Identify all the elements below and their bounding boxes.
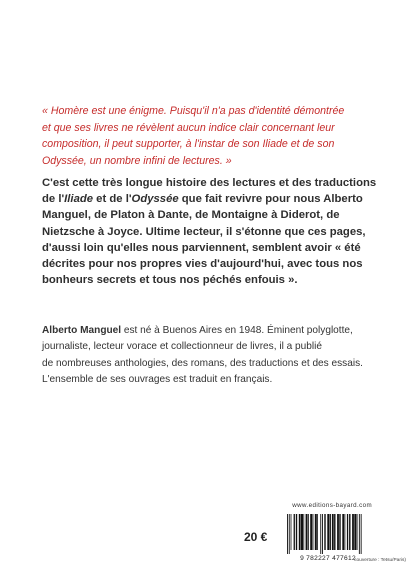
bio-line <box>42 323 372 339</box>
barcode-bar <box>291 514 292 550</box>
barcode-bar <box>342 514 344 550</box>
author-name: Alberto Manguel <box>42 325 122 336</box>
barcode-bar <box>313 514 314 550</box>
barcode-bar <box>359 514 360 554</box>
description-line: Nietzsche à Joyce. Ultime lecteur, il s'étonne que ces pages, <box>42 225 366 238</box>
bio-line: L'ensemble de ses ouvrages est traduit en français. <box>42 374 273 386</box>
epigraph-quote <box>42 103 372 169</box>
cover-credit: couverture : Tetsu/Paris) <box>354 558 406 563</box>
description-line: Manguel, de Platon à Dante, de Montaigne à Diderot, de <box>42 209 340 222</box>
description-line: bonheurs secrets et tous nos péchés enfouis ». <box>42 274 298 287</box>
barcode-bar <box>345 514 346 550</box>
barcode-bar <box>289 514 290 554</box>
barcode-bar <box>361 514 362 554</box>
barcode-bar <box>315 514 317 550</box>
barcode-bar <box>330 514 331 550</box>
description-line: C'est cette très longue histoire des lectures et des traductions <box>42 177 377 189</box>
description-paragraph <box>42 175 377 288</box>
barcode-bar <box>306 514 308 550</box>
isbn-number: 9 782227 477612 <box>284 555 372 562</box>
barcode-bar <box>327 514 329 550</box>
barcode-bar <box>287 514 288 554</box>
barcode-bar <box>354 514 356 550</box>
barcode-bar <box>334 514 335 550</box>
text-fragment: et de l' <box>93 193 132 206</box>
text-fragment: de l' <box>42 193 65 206</box>
barcode-bar <box>294 514 295 550</box>
barcode-bar <box>332 514 334 550</box>
barcode-bar <box>296 514 297 550</box>
quote-line: composition, il peut supporter, à l'instar de son Iliade et de son <box>42 138 335 151</box>
description-line: d'aussi loin qu'elles nous parviennent, semblent avoir « été <box>42 241 361 254</box>
barcode-bar <box>299 514 301 550</box>
quote-line: Odyssée, un nombre infini de lectures. » <box>42 154 232 167</box>
quote-line: et que ses livres ne révèlent aucun indice clair concernant leur <box>42 121 335 134</box>
bio-line: journaliste, lecteur vorace et collectionneur de livres, il a publié <box>42 341 322 353</box>
book-title-odyssee: Odyssée <box>131 193 179 206</box>
barcode-bar <box>308 514 309 550</box>
barcode-bar <box>337 514 339 550</box>
barcode-bars <box>284 514 372 556</box>
barcode-bar <box>352 514 354 550</box>
publisher-website: www.editions-bayard.com <box>292 502 372 509</box>
barcode-bar <box>347 514 348 550</box>
quote-line: « Homère est une énigme. Puisqu'il n'a pas d'identité démontrée <box>42 105 345 117</box>
barcode-bar <box>301 514 303 550</box>
barcode-bar <box>303 514 304 550</box>
barcode-bar <box>357 514 358 550</box>
barcode-bar <box>322 514 323 554</box>
barcode-bar <box>339 514 340 550</box>
barcode-bar <box>317 514 318 550</box>
barcode-bar <box>324 514 325 550</box>
price-label: 20 € <box>244 530 268 544</box>
bio-line: de nombreuses anthologies, des romans, des traductions et des essais. <box>42 357 363 369</box>
book-title-iliade: Iliade <box>64 193 94 206</box>
barcode-bar <box>310 514 312 550</box>
description-line <box>42 191 372 207</box>
text-fragment: est né à Buenos Aires en 1948. Éminent polyglotte, <box>121 325 353 336</box>
barcode-bar <box>349 514 350 550</box>
description-line: décrites pour nos propres vies d'aujourd'hui, avec tous nos <box>42 258 363 271</box>
text-fragment: que fait revivre pour nous Alberto <box>178 193 363 206</box>
author-bio <box>42 323 372 389</box>
barcode-bar <box>320 514 321 554</box>
